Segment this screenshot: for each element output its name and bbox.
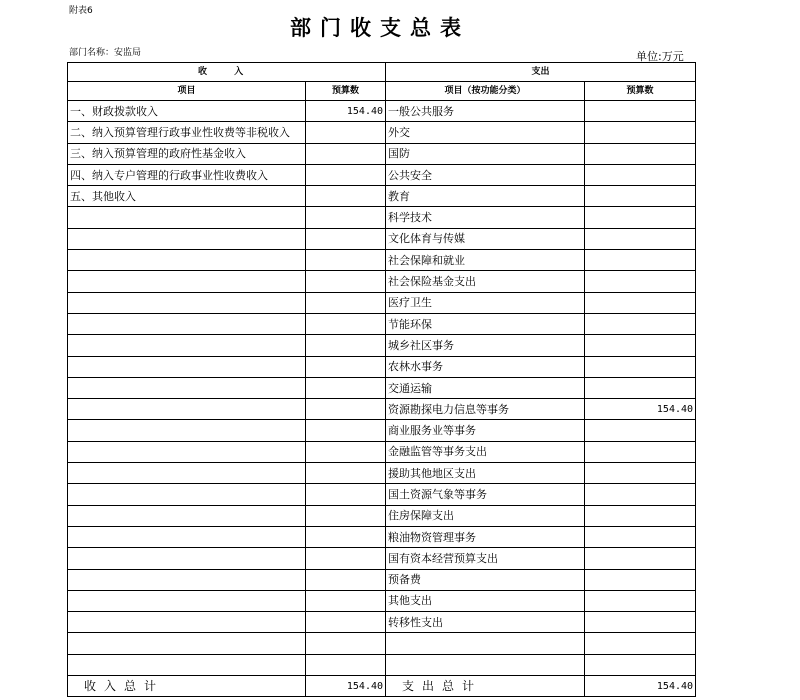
expense-item-cell: 医疗卫生 xyxy=(386,292,585,313)
income-total-value: 154.40 xyxy=(306,676,386,697)
income-budget-cell xyxy=(306,143,386,164)
income-budget-cell xyxy=(306,612,386,633)
table-row xyxy=(68,335,696,356)
table-row xyxy=(68,590,696,611)
attachment-label: 附表6 xyxy=(69,6,93,16)
expense-budget-cell xyxy=(585,526,696,547)
expense-item-cell: 社会保障和就业 xyxy=(386,250,585,271)
income-item-cell: 二、纳入预算管理行政事业性收费等非税收入 xyxy=(68,122,306,143)
table-row xyxy=(68,569,696,590)
income-header: 收 入 xyxy=(68,63,386,82)
table-group-header xyxy=(68,63,696,82)
income-item-cell xyxy=(68,250,306,271)
expense-budget-cell xyxy=(585,143,696,164)
income-budget-cell xyxy=(306,250,386,271)
expense-budget-cell xyxy=(585,356,696,377)
income-budget-cell xyxy=(306,548,386,569)
unit-label: 单位:万元 xyxy=(636,50,684,63)
table-row xyxy=(68,313,696,334)
income-item-cell xyxy=(68,526,306,547)
expense-item-cell: 商业服务业等事务 xyxy=(386,420,585,441)
expense-item-cell: 一般公共服务 xyxy=(386,101,585,122)
table-row xyxy=(68,633,696,654)
expense-item-cell: 交通运输 xyxy=(386,377,585,398)
expense-item-cell: 外交 xyxy=(386,122,585,143)
income-item-cell xyxy=(68,505,306,526)
expense-budget-cell xyxy=(585,633,696,654)
col-income-item: 项目 xyxy=(68,82,306,101)
expense-budget-cell xyxy=(585,420,696,441)
expense-item-cell: 农林水事务 xyxy=(386,356,585,377)
income-budget-cell xyxy=(306,505,386,526)
income-budget-cell xyxy=(306,292,386,313)
expense-budget-cell xyxy=(585,463,696,484)
table-row xyxy=(68,101,696,122)
expense-item-cell: 国防 xyxy=(386,143,585,164)
table-row xyxy=(68,505,696,526)
income-budget-cell xyxy=(306,377,386,398)
expense-item-cell: 粮油物资管理事务 xyxy=(386,526,585,547)
income-item-cell xyxy=(68,292,306,313)
table-row xyxy=(68,399,696,420)
income-budget-cell xyxy=(306,335,386,356)
income-item-cell xyxy=(68,548,306,569)
income-budget-cell xyxy=(306,399,386,420)
expense-item-cell: 援助其他地区支出 xyxy=(386,463,585,484)
expense-item-cell xyxy=(386,633,585,654)
income-budget-cell xyxy=(306,271,386,292)
expense-budget-cell xyxy=(585,505,696,526)
expense-item-cell: 金融监管等事务支出 xyxy=(386,441,585,462)
expense-item-cell: 住房保障支出 xyxy=(386,505,585,526)
expense-total-label: 支出总计 xyxy=(386,676,585,697)
expense-budget-cell xyxy=(585,377,696,398)
table-row xyxy=(68,271,696,292)
table-row xyxy=(68,164,696,185)
table-row xyxy=(68,548,696,569)
income-item-cell: 四、纳入专户管理的行政事业性收费收入 xyxy=(68,164,306,185)
expense-item-cell: 节能环保 xyxy=(386,313,585,334)
department-name: 部门名称：安监局 xyxy=(69,48,142,58)
expense-budget-cell xyxy=(585,250,696,271)
income-item-cell xyxy=(68,335,306,356)
expense-item-cell: 转移性支出 xyxy=(386,612,585,633)
table-row xyxy=(68,654,696,675)
table-row xyxy=(68,463,696,484)
table-row xyxy=(68,122,696,143)
income-item-cell xyxy=(68,399,306,420)
table-row xyxy=(68,441,696,462)
expense-item-cell: 国有资本经营预算支出 xyxy=(386,548,585,569)
table-row xyxy=(68,612,696,633)
income-item-cell xyxy=(68,633,306,654)
expense-budget-cell: 154.40 xyxy=(585,399,696,420)
expense-budget-cell xyxy=(585,441,696,462)
table-row xyxy=(68,484,696,505)
expense-budget-cell xyxy=(585,654,696,675)
income-budget-cell xyxy=(306,654,386,675)
expense-item-cell: 预备费 xyxy=(386,569,585,590)
income-item-cell xyxy=(68,590,306,611)
col-income-budget: 预算数 xyxy=(306,82,386,101)
expense-item-cell xyxy=(386,654,585,675)
income-item-cell xyxy=(68,356,306,377)
income-item-cell xyxy=(68,569,306,590)
expense-item-cell: 城乡社区事务 xyxy=(386,335,585,356)
expense-budget-cell xyxy=(585,101,696,122)
income-item-cell xyxy=(68,441,306,462)
expense-budget-cell xyxy=(585,292,696,313)
income-budget-cell xyxy=(306,633,386,654)
income-budget-cell xyxy=(306,356,386,377)
expense-item-cell: 公共安全 xyxy=(386,164,585,185)
income-item-cell xyxy=(68,484,306,505)
table-row xyxy=(68,526,696,547)
income-item-cell xyxy=(68,271,306,292)
expense-budget-cell xyxy=(585,590,696,611)
expense-header: 支出 xyxy=(386,63,696,82)
expense-item-cell: 社会保险基金支出 xyxy=(386,271,585,292)
table-row xyxy=(68,356,696,377)
expense-budget-cell xyxy=(585,484,696,505)
expense-item-cell: 资源勘探电力信息等事务 xyxy=(386,399,585,420)
expense-budget-cell xyxy=(585,207,696,228)
table-row xyxy=(68,228,696,249)
table-row xyxy=(68,420,696,441)
expense-budget-cell xyxy=(585,335,696,356)
income-item-cell xyxy=(68,207,306,228)
income-item-cell: 五、其他收入 xyxy=(68,186,306,207)
income-item-cell xyxy=(68,612,306,633)
income-budget-cell xyxy=(306,526,386,547)
income-item-cell xyxy=(68,313,306,334)
expense-budget-cell xyxy=(585,186,696,207)
expense-budget-cell xyxy=(585,164,696,185)
expense-item-cell: 教育 xyxy=(386,186,585,207)
expense-item-cell: 国土资源气象等事务 xyxy=(386,484,585,505)
expense-budget-cell xyxy=(585,228,696,249)
income-item-cell xyxy=(68,228,306,249)
income-item-cell xyxy=(68,377,306,398)
table-row xyxy=(68,377,696,398)
table-row xyxy=(68,250,696,271)
expense-budget-cell xyxy=(585,313,696,334)
col-expense-budget: 预算数 xyxy=(585,82,696,101)
income-item-cell: 一、财政拨款收入 xyxy=(68,101,306,122)
table-row xyxy=(68,207,696,228)
income-item-cell: 三、纳入预算管理的政府性基金收入 xyxy=(68,143,306,164)
expense-budget-cell xyxy=(585,271,696,292)
income-budget-cell xyxy=(306,164,386,185)
page-title: 部门收支总表 xyxy=(290,15,470,40)
income-item-cell xyxy=(68,420,306,441)
expense-budget-cell xyxy=(585,569,696,590)
expense-item-cell: 科学技术 xyxy=(386,207,585,228)
income-total-label: 收入总计 xyxy=(68,676,306,697)
income-item-cell xyxy=(68,463,306,484)
total-row xyxy=(68,676,696,697)
income-item-cell xyxy=(68,654,306,675)
income-budget-cell xyxy=(306,122,386,143)
table-column-header xyxy=(68,82,696,101)
income-budget-cell xyxy=(306,484,386,505)
income-budget-cell: 154.40 xyxy=(306,101,386,122)
budget-table-body xyxy=(68,63,696,697)
income-budget-cell xyxy=(306,228,386,249)
expense-item-cell: 文化体育与传媒 xyxy=(386,228,585,249)
expense-item-cell: 其他支出 xyxy=(386,590,585,611)
budget-table xyxy=(67,62,696,697)
income-budget-cell xyxy=(306,463,386,484)
income-budget-cell xyxy=(306,313,386,334)
expense-budget-cell xyxy=(585,612,696,633)
income-budget-cell xyxy=(306,441,386,462)
income-budget-cell xyxy=(306,590,386,611)
income-budget-cell xyxy=(306,186,386,207)
expense-budget-cell xyxy=(585,548,696,569)
table-row xyxy=(68,143,696,164)
expense-budget-cell xyxy=(585,122,696,143)
income-budget-cell xyxy=(306,420,386,441)
income-budget-cell xyxy=(306,569,386,590)
col-expense-item: 项目（按功能分类） xyxy=(386,82,585,101)
table-row xyxy=(68,292,696,313)
table-row xyxy=(68,186,696,207)
income-budget-cell xyxy=(306,207,386,228)
expense-total-value: 154.40 xyxy=(585,676,696,697)
